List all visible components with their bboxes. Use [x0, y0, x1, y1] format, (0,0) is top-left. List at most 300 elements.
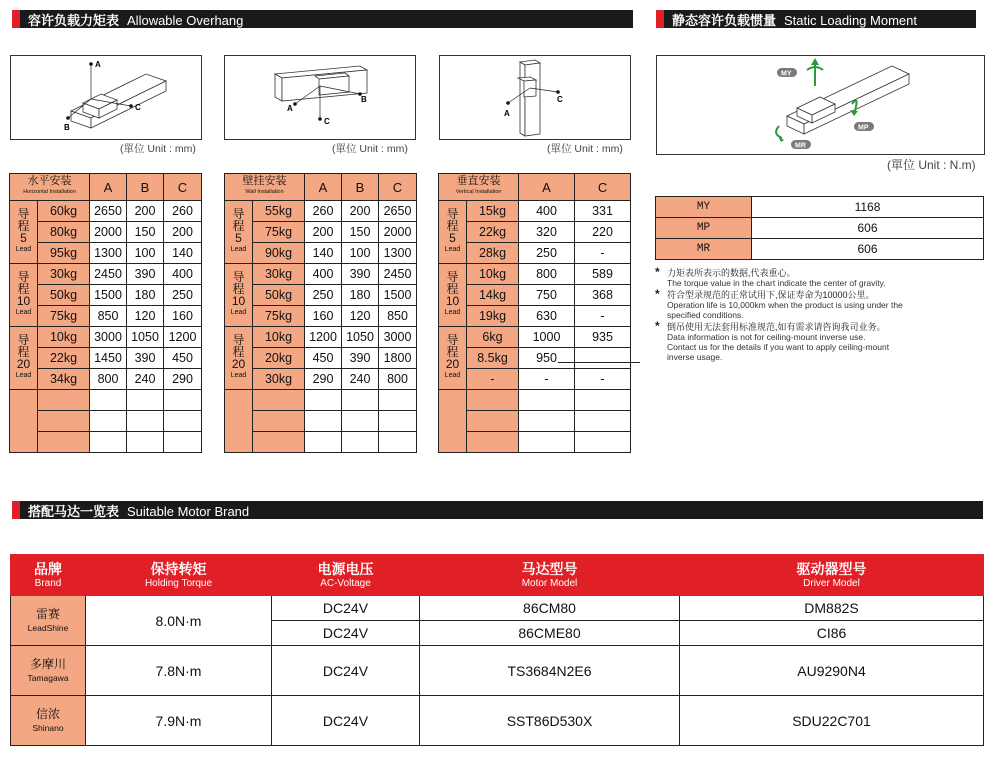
header-cn: 驱动器型号: [796, 560, 867, 577]
table-row: [439, 348, 631, 369]
header-en: AC-Voltage: [320, 577, 371, 589]
table-row: [10, 264, 202, 285]
label-b: B: [361, 95, 367, 104]
empty-value-cell: [127, 411, 164, 432]
red-marker: [656, 10, 664, 28]
lead-en: Lead: [15, 372, 32, 379]
empty-row: [10, 390, 202, 411]
value-cell: 200: [305, 222, 342, 243]
static-moment-table: [655, 196, 984, 260]
lead-cell: [10, 201, 38, 264]
value-cell: 390: [127, 264, 164, 285]
lead-char: 程: [232, 219, 245, 233]
value-cell: 150: [342, 222, 379, 243]
lead-cell: [439, 264, 467, 327]
value-cell: 390: [127, 348, 164, 369]
moment-key: MY: [656, 197, 752, 218]
install-type-header: [439, 174, 519, 201]
header-en: Brand: [34, 577, 62, 589]
value-cell: 140: [164, 243, 202, 264]
table-row: [439, 222, 631, 243]
empty-value-cell: [90, 411, 127, 432]
lead-en: Lead: [15, 309, 32, 316]
value-cell: 1500: [90, 285, 127, 306]
motor-column-header: [272, 555, 420, 596]
lead-char: 程: [446, 345, 459, 359]
table-row: [10, 327, 202, 348]
wall-install-diagram: [224, 55, 416, 140]
empty-value-cell: [519, 432, 575, 453]
table-row: [225, 264, 417, 285]
table-row: [10, 285, 202, 306]
voltage-cell: DC24V: [272, 596, 420, 621]
install-type-en: Horizontal Installation: [23, 189, 76, 195]
moment-value: 606: [752, 218, 984, 239]
motor-title-en: Suitable Motor Brand: [127, 503, 250, 519]
motor-model-cell: 86CM80: [420, 596, 680, 621]
table-row: [10, 348, 202, 369]
voltage-cell: DC24V: [272, 696, 420, 746]
empty-load-cell: [467, 432, 519, 453]
empty-value-cell: [342, 432, 379, 453]
empty-load-cell: [467, 390, 519, 411]
empty-load-cell: [38, 390, 90, 411]
lead-number: 5: [235, 231, 242, 245]
load-cell: 28kg: [467, 243, 519, 264]
value-cell: 1050: [342, 327, 379, 348]
brand-cn: 信浓: [35, 706, 60, 721]
horizontal-install-diagram: [10, 55, 202, 140]
label-c: C: [324, 117, 330, 126]
empty-value-cell: [127, 432, 164, 453]
load-cell: 10kg: [38, 327, 90, 348]
value-cell: 260: [305, 201, 342, 222]
moment-row: [656, 239, 984, 260]
lead-cell: [439, 327, 467, 390]
asterisk-icon: *: [655, 265, 660, 279]
static-title-cn: 静态容许负载惯量: [672, 12, 777, 28]
moment-key: MP: [656, 218, 752, 239]
header-cn: 马达型号: [521, 560, 578, 577]
header-cn: 保持转矩: [150, 560, 207, 577]
column-header: A: [90, 174, 127, 201]
brand-en: Shinano: [32, 722, 64, 733]
value-cell: 1450: [90, 348, 127, 369]
value-cell: 3000: [379, 327, 417, 348]
lead-char: 导: [446, 270, 459, 284]
vertical-overhang-table: [438, 173, 631, 453]
holding-torque-cell: 8.0N·m: [86, 596, 272, 646]
empty-value-cell: [575, 411, 631, 432]
unit-label-1: (單位 Unit : mm): [120, 143, 196, 155]
value-cell: 290: [305, 369, 342, 390]
vertical-slide-illustration: [440, 56, 630, 139]
empty-value-cell: [342, 411, 379, 432]
brand-cell: [11, 596, 86, 646]
value-cell: 160: [305, 306, 342, 327]
label-a: A: [287, 104, 293, 113]
value-cell: 240: [342, 369, 379, 390]
lead-char: 程: [446, 219, 459, 233]
value-cell: 160: [164, 306, 202, 327]
overhang-section-header: [12, 10, 633, 28]
empty-value-cell: [379, 432, 417, 453]
value-cell: 950: [519, 348, 575, 369]
value-cell: -: [575, 243, 631, 264]
value-cell: 180: [342, 285, 379, 306]
table-row: [225, 222, 417, 243]
table-row: [225, 348, 417, 369]
vertical-install-diagram: [439, 55, 631, 140]
static-moment-diagram: [656, 55, 985, 155]
install-type-cn: 垂直安装: [456, 175, 501, 187]
unit-label-nm: (單位 Unit : N.m): [887, 158, 976, 172]
value-cell: 1000: [519, 327, 575, 348]
empty-value-cell: [305, 432, 342, 453]
motor-column-header: [86, 555, 272, 596]
note-en: specified conditions.: [667, 310, 744, 320]
note-en: Operation life is 10,000km when the product is using under the: [667, 300, 903, 310]
value-cell: 390: [342, 348, 379, 369]
load-cell: 20kg: [253, 348, 305, 369]
empty-row: [10, 411, 202, 432]
load-cell: 14kg: [467, 285, 519, 306]
empty-value-cell: [342, 390, 379, 411]
empty-row: [225, 411, 417, 432]
label-a: A: [504, 109, 510, 118]
load-cell: 50kg: [38, 285, 90, 306]
static-section-header: [656, 10, 976, 28]
note-en: Data information is not for ceiling-mount inverse use.: [667, 332, 866, 342]
lead-cell: [10, 327, 38, 390]
motor-column-header: [680, 555, 984, 596]
lead-char: 导: [446, 333, 459, 347]
value-cell: 320: [519, 222, 575, 243]
empty-load-cell: [253, 390, 305, 411]
empty-load-cell: [38, 432, 90, 453]
asterisk-icon: *: [655, 319, 660, 333]
moment-row: [656, 218, 984, 239]
table-row: [225, 369, 417, 390]
empty-row: [439, 390, 631, 411]
header-en: Driver Model: [803, 577, 860, 589]
lead-number: 20: [445, 357, 460, 371]
motor-row: [11, 646, 984, 696]
load-cell: 30kg: [253, 264, 305, 285]
lead-en: Lead: [444, 372, 461, 379]
install-type-cn: 壁挂安装: [242, 175, 287, 187]
driver-model-cell: SDU22C701: [680, 696, 984, 746]
column-header: A: [305, 174, 342, 201]
value-cell: 2000: [90, 222, 127, 243]
table-row: [225, 285, 417, 306]
lead-cell: [225, 201, 253, 264]
load-cell: 95kg: [38, 243, 90, 264]
motor-column-header: [420, 555, 680, 596]
value-cell: 400: [305, 264, 342, 285]
table-row: [10, 201, 202, 222]
lead-number: 5: [449, 231, 456, 245]
column-header: C: [575, 174, 631, 201]
value-cell: 260: [164, 201, 202, 222]
value-cell: 2000: [379, 222, 417, 243]
value-cell: 390: [342, 264, 379, 285]
motor-model-cell: TS3684N2E6: [420, 646, 680, 696]
column-header: C: [379, 174, 417, 201]
load-cell: 34kg: [38, 369, 90, 390]
empty-row: [439, 411, 631, 432]
lead-char: 导: [232, 333, 245, 347]
empty-load-cell: [38, 411, 90, 432]
load-cell: 22kg: [38, 348, 90, 369]
empty-row: [225, 432, 417, 453]
moment-axes-illustration: [657, 56, 984, 154]
value-cell: [575, 348, 631, 369]
brand-cell: [11, 696, 86, 746]
table-row: [10, 243, 202, 264]
empty-value-cell: [379, 390, 417, 411]
install-type-en: Wall Installation: [245, 189, 284, 195]
holding-torque-cell: 7.8N·m: [86, 646, 272, 696]
install-type-en: Vertical Installation: [455, 189, 502, 195]
moment-value: 1168: [752, 197, 984, 218]
table-row: [10, 222, 202, 243]
table-header-row: [439, 174, 631, 201]
value-cell: 150: [127, 222, 164, 243]
note-item: [655, 319, 975, 362]
value-cell: 120: [342, 306, 379, 327]
value-cell: 2650: [379, 201, 417, 222]
motor-brand-table: [10, 554, 984, 746]
table-row: [439, 306, 631, 327]
value-cell: 1500: [379, 285, 417, 306]
empty-value-cell: [519, 390, 575, 411]
table-header-row: [225, 174, 417, 201]
lead-char: 导: [17, 333, 30, 347]
empty-row: [225, 390, 417, 411]
value-cell: 200: [164, 222, 202, 243]
header-cn: 电源电压: [317, 560, 374, 577]
badge-mr: MR: [795, 142, 806, 150]
lead-char: 程: [17, 345, 30, 359]
note-cn: 力矩表所表示的数据,代表重心。: [667, 268, 796, 278]
value-cell: 589: [575, 264, 631, 285]
motor-section-header: [12, 501, 983, 519]
value-cell: 750: [519, 285, 575, 306]
column-header: B: [342, 174, 379, 201]
column-header: B: [127, 174, 164, 201]
value-cell: -: [575, 369, 631, 390]
install-type-header: [10, 174, 90, 201]
empty-value-cell: [164, 390, 202, 411]
value-cell: 100: [127, 243, 164, 264]
table-row: [439, 243, 631, 264]
lead-cell: [225, 264, 253, 327]
unit-label-2: (單位 Unit : mm): [332, 143, 408, 155]
brand-cell: [11, 646, 86, 696]
lead-char: 导: [232, 270, 245, 284]
value-cell: 250: [164, 285, 202, 306]
value-cell: 180: [127, 285, 164, 306]
install-type-header: [225, 174, 305, 201]
empty-value-cell: [90, 390, 127, 411]
value-cell: 630: [519, 306, 575, 327]
motor-header-row: [11, 555, 984, 596]
column-header: A: [519, 174, 575, 201]
value-cell: 2450: [379, 264, 417, 285]
column-header: C: [164, 174, 202, 201]
load-cell: 80kg: [38, 222, 90, 243]
note-en: Contact us for the details if you want to apply ceiling-mount: [667, 342, 890, 352]
value-cell: 1200: [164, 327, 202, 348]
motor-title-cn: 搭配马达一览表: [28, 503, 120, 519]
load-cell: 19kg: [467, 306, 519, 327]
lead-en: Lead: [15, 246, 32, 253]
empty-value-cell: [379, 411, 417, 432]
note-en: inverse usage.: [667, 352, 723, 362]
load-cell: 30kg: [38, 264, 90, 285]
empty-lead-cell: [439, 390, 467, 453]
load-cell: 6kg: [467, 327, 519, 348]
lead-number: 10: [231, 294, 246, 308]
load-cell: 10kg: [467, 264, 519, 285]
lead-en: Lead: [444, 309, 461, 316]
table-row: [10, 306, 202, 327]
load-cell: 75kg: [253, 306, 305, 327]
table-row: [10, 369, 202, 390]
value-cell: 850: [90, 306, 127, 327]
empty-value-cell: [575, 390, 631, 411]
label-b: B: [64, 123, 70, 132]
lead-char: 导: [17, 207, 30, 221]
moment-row: [656, 197, 984, 218]
wall-slide-illustration: [225, 56, 415, 139]
leader-line: [558, 362, 640, 363]
horizontal-overhang-table: [9, 173, 202, 453]
lead-number: 20: [16, 357, 31, 371]
brand-cn: 雷赛: [35, 606, 60, 621]
driver-model-cell: DM882S: [680, 596, 984, 621]
lead-cell: [225, 327, 253, 390]
value-cell: 1300: [90, 243, 127, 264]
overhang-title-en: Allowable Overhang: [127, 12, 244, 28]
value-cell: -: [575, 306, 631, 327]
load-cell: 60kg: [38, 201, 90, 222]
voltage-cell: DC24V: [272, 646, 420, 696]
value-cell: 120: [127, 306, 164, 327]
value-cell: 450: [305, 348, 342, 369]
lead-number: 10: [16, 294, 31, 308]
load-cell: 75kg: [38, 306, 90, 327]
label-c: C: [557, 95, 563, 104]
table-row: [439, 285, 631, 306]
lead-en: Lead: [230, 246, 247, 253]
empty-value-cell: [305, 411, 342, 432]
table-row: [225, 201, 417, 222]
load-cell: -: [467, 369, 519, 390]
label-a: A: [95, 60, 101, 69]
notes-block: [655, 265, 975, 364]
value-cell: 250: [305, 285, 342, 306]
motor-column-header: [11, 555, 86, 596]
motor-model-cell: SST86D530X: [420, 696, 680, 746]
moment-key: MR: [656, 239, 752, 260]
load-cell: 50kg: [253, 285, 305, 306]
wall-overhang-table: [224, 173, 417, 453]
value-cell: 368: [575, 285, 631, 306]
value-cell: 1800: [379, 348, 417, 369]
note-en: The torque value in the chart indicate the center of gravity.: [667, 278, 886, 288]
note-item: [655, 265, 975, 288]
lead-en: Lead: [444, 246, 461, 253]
motor-row: [11, 696, 984, 746]
badge-mp: MP: [858, 124, 869, 132]
empty-value-cell: [519, 411, 575, 432]
value-cell: 200: [127, 201, 164, 222]
load-cell: 15kg: [467, 201, 519, 222]
install-type-cn: 水平安装: [27, 175, 72, 187]
value-cell: 800: [379, 369, 417, 390]
note-item: [655, 287, 975, 320]
empty-row: [439, 432, 631, 453]
motor-model-cell: 86CME80: [420, 621, 680, 646]
voltage-cell: DC24V: [272, 621, 420, 646]
value-cell: 2650: [90, 201, 127, 222]
brand-en: Tamagawa: [27, 672, 69, 683]
table-row: [439, 201, 631, 222]
empty-value-cell: [164, 432, 202, 453]
value-cell: 331: [575, 201, 631, 222]
red-marker: [12, 10, 20, 28]
driver-model-cell: CI86: [680, 621, 984, 646]
load-cell: 8.5kg: [467, 348, 519, 369]
unit-label-3: (單位 Unit : mm): [547, 143, 623, 155]
value-cell: -: [519, 369, 575, 390]
value-cell: 220: [575, 222, 631, 243]
value-cell: 3000: [90, 327, 127, 348]
value-cell: 1200: [305, 327, 342, 348]
load-cell: 10kg: [253, 327, 305, 348]
value-cell: 240: [127, 369, 164, 390]
load-cell: 22kg: [467, 222, 519, 243]
value-cell: 800: [90, 369, 127, 390]
value-cell: 400: [519, 201, 575, 222]
table-row: [439, 327, 631, 348]
lead-char: 程: [232, 282, 245, 296]
lead-en: Lead: [230, 309, 247, 316]
value-cell: 290: [164, 369, 202, 390]
empty-value-cell: [305, 390, 342, 411]
horizontal-slide-illustration: [11, 56, 201, 139]
value-cell: 1050: [127, 327, 164, 348]
lead-number: 20: [231, 357, 246, 371]
value-cell: 935: [575, 327, 631, 348]
empty-value-cell: [127, 390, 164, 411]
table-row: [439, 369, 631, 390]
motor-row: [11, 596, 984, 621]
empty-value-cell: [90, 432, 127, 453]
load-cell: 55kg: [253, 201, 305, 222]
value-cell: 1300: [379, 243, 417, 264]
header-cn: 品牌: [34, 560, 62, 577]
note-cn: 倒吊使用无法套用标准规范,如有需求请咨询我司业务。: [667, 322, 886, 332]
value-cell: 100: [342, 243, 379, 264]
lead-number: 5: [20, 231, 27, 245]
red-marker: [12, 501, 20, 519]
lead-cell: [439, 201, 467, 264]
overhang-title-cn: 容许负载力矩表: [28, 12, 120, 28]
note-cn: 符合型录规范的正常试用下,保证寿命为10000公里。: [667, 290, 875, 300]
